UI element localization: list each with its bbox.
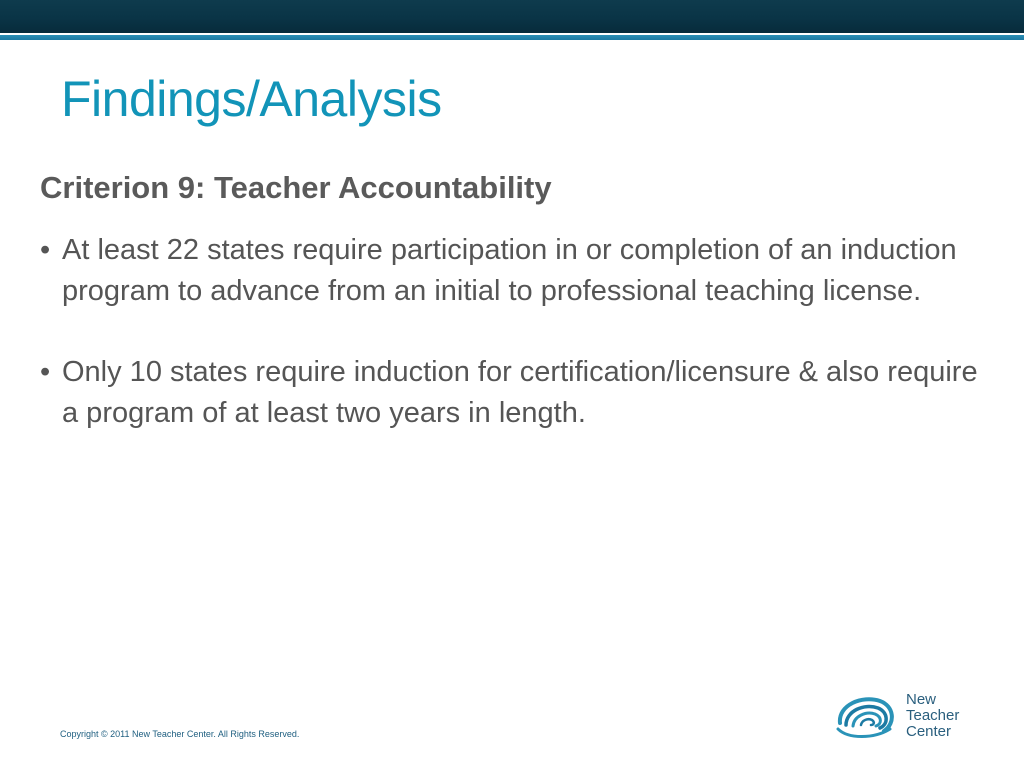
bullet-item [40,230,1000,312]
logo-wordmark [906,692,959,740]
bullet-item [40,352,1000,434]
header-accent-line [0,35,1024,40]
logo-word-center: Center [906,723,952,740]
new-teacher-center-logo [834,690,1014,742]
criterion-heading: Criterion 9: Teacher Accountability [40,170,552,205]
header-bar [0,0,1024,33]
bullet-text: Only 10 states require induction for certification/licensure & also require a program of at least two years in length. [62,356,978,429]
copyright-notice: Copyright © 2011 New Teacher Center. All Rights Reserved. [60,729,300,739]
swirl-logo-icon [834,693,900,739]
slide-title: Findings/Analysis [61,71,442,127]
bullet-text: At least 22 states require participation in or completion of an induction program to advance from an initial to professional teaching license. [62,234,957,307]
bullet-list [40,230,1000,434]
bullet-dot-icon: • [40,356,51,388]
logo-word-new: New [906,691,937,708]
logo-word-teacher: Teacher [906,707,960,724]
bullet-dot-icon: • [40,234,51,266]
